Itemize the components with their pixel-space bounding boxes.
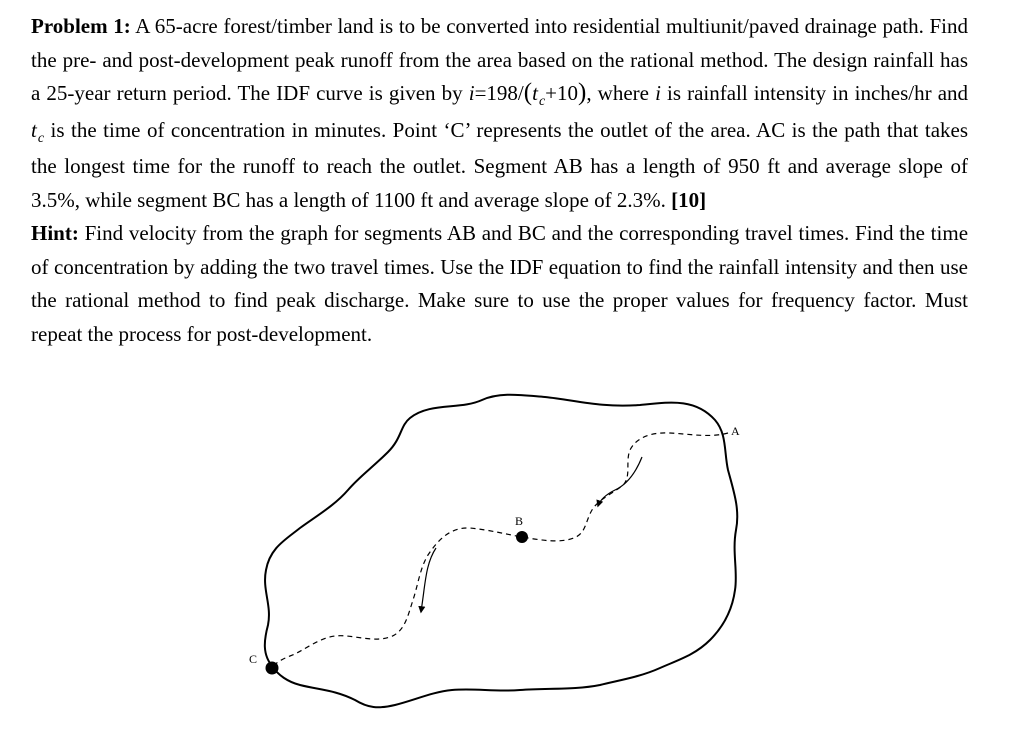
- point-b-label: B: [515, 514, 524, 528]
- problem-intro: A 65-acre forest/timber land is to be converted into residential multiunit/paved drainage path. Find the pre- and post-development peak runoff from the area based on the rational method. The design rainfall has a 25-year return period. The IDF curve is given by: [31, 14, 969, 105]
- idf-close-paren: ): [578, 79, 587, 106]
- where-sub: c: [37, 130, 45, 146]
- watershed-boundary: [265, 395, 737, 708]
- hint-text: Find velocity from the graph for segments AB and BC and the corresponding travel times. Find the time of concentration by adding the two travel times. Use the IDF equation to find the rainfall intensity and then use the rational method to find peak discharge. Make sure to use the proper values for frequency factor. Must repeat the process for post-development.: [31, 221, 969, 346]
- flow-arrow-lower: [421, 548, 436, 612]
- idf-lhs: i: [468, 81, 475, 105]
- flow-arrow-upper: [598, 457, 642, 506]
- problem-heading: Problem 1:: [31, 14, 131, 38]
- idf-t: t: [532, 81, 538, 105]
- where-t: t: [31, 117, 37, 142]
- points: [10]: [671, 187, 707, 212]
- point-a-label: A: [731, 424, 740, 438]
- idf-plus: +10: [545, 81, 578, 105]
- hint-label: Hint:: [31, 221, 79, 245]
- point-b-marker: [516, 531, 528, 543]
- idf-open-paren: (: [523, 79, 533, 106]
- where-2: is rainfall intensity in inches/hr and: [667, 81, 969, 105]
- point-c-marker: [266, 662, 279, 675]
- idf-sub: c: [538, 94, 546, 109]
- where-3: is the time of concentration in minutes. Point ‘C’ represents the outlet of the area. AC is the path that takes the longest time for the runoff to reach the outlet. Segment AB has a length of 950 ft and average slope of 3.5%, while segment BC has a length of 1100 ft and average slope of 2.3%.: [31, 117, 969, 212]
- flow-path: [272, 433, 728, 667]
- idf-eq: =198/: [474, 81, 524, 105]
- where-i: i: [655, 81, 661, 105]
- where-1: , where: [586, 81, 649, 105]
- point-c-label: C: [249, 652, 258, 666]
